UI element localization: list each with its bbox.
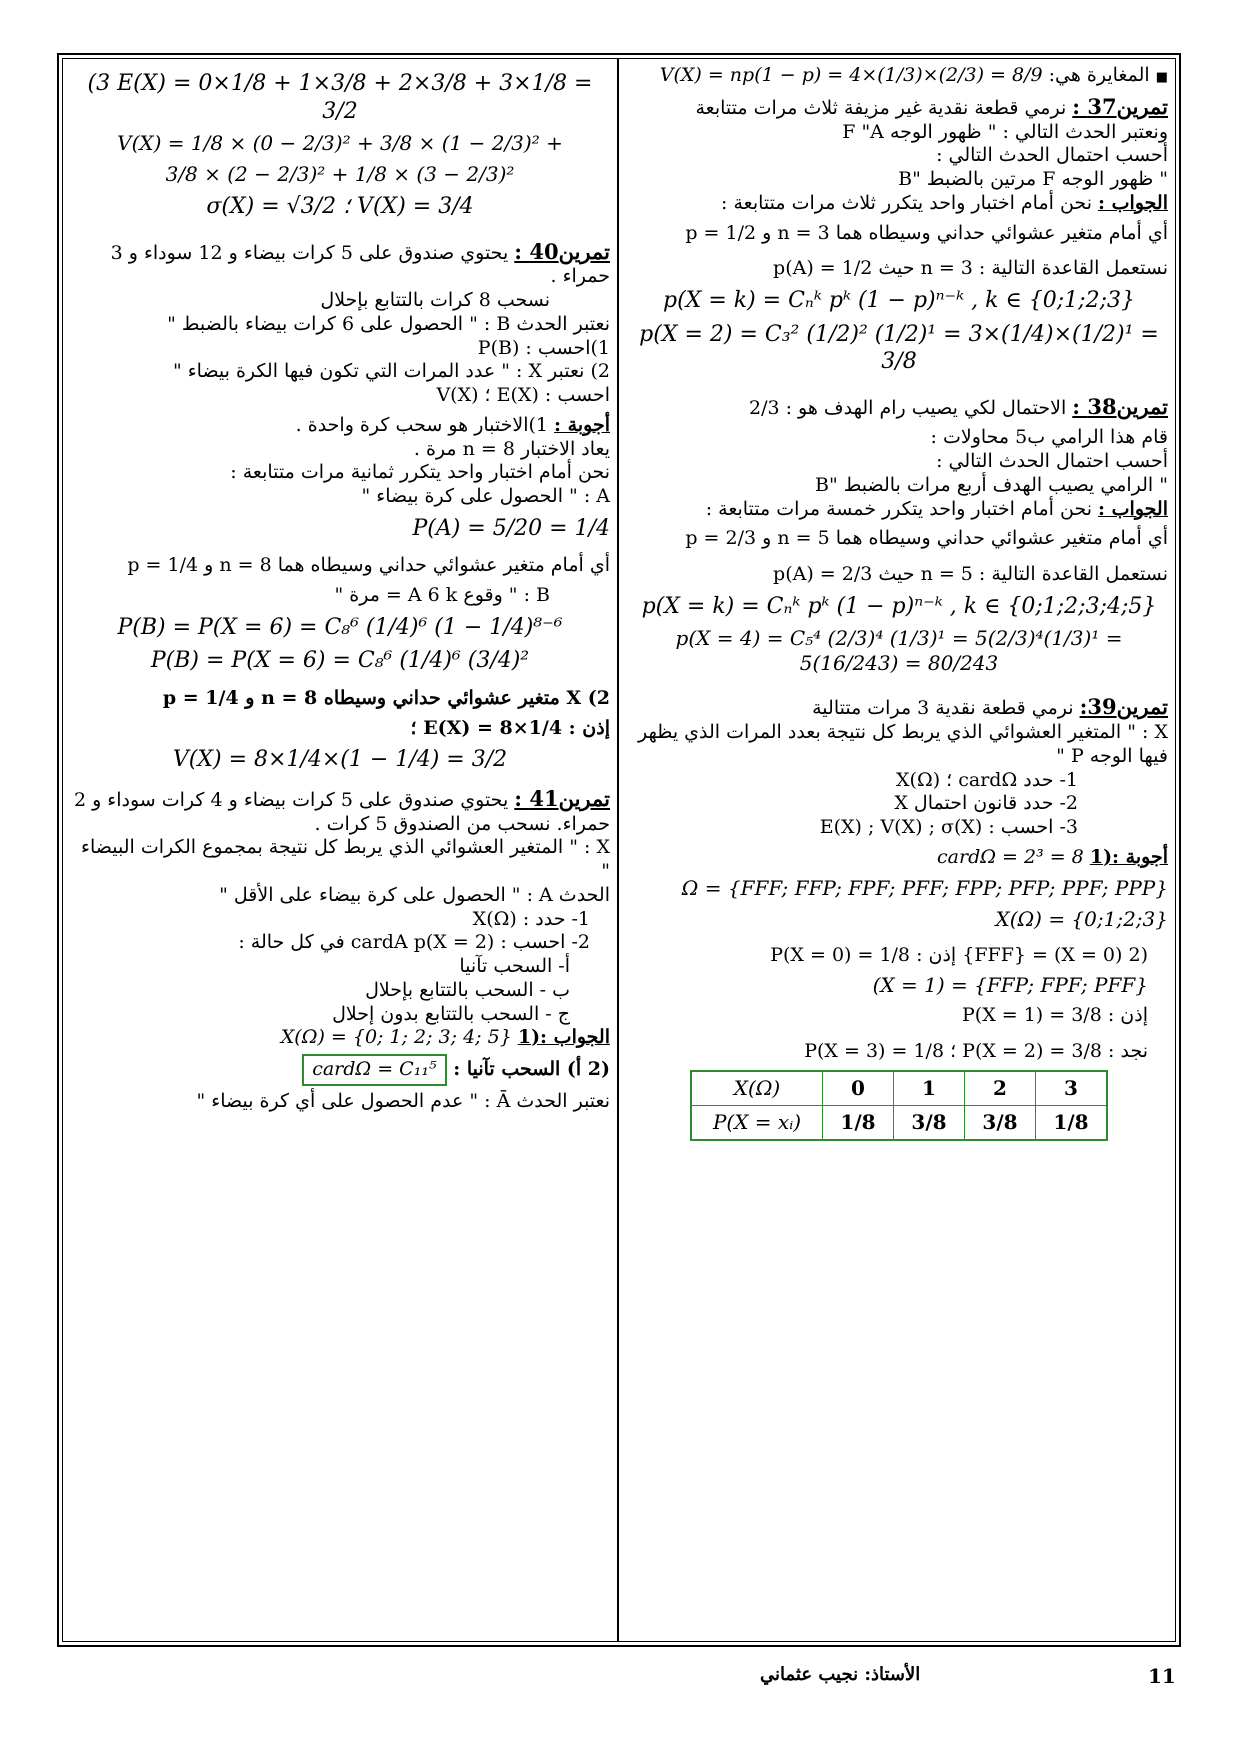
ex40-answer (70, 414, 610, 438)
ex37-title: تمرين37 : (1072, 93, 1168, 119)
ex39-mean: (3 E(X) = 0×1/8 + 1×3/8 + 2×3/8 + 3×1/8 = 3/2 (87, 71, 593, 124)
ex37-statement (630, 94, 1168, 121)
table-cell: 3/8 (894, 1105, 965, 1140)
ex41-answer (70, 1026, 610, 1050)
ex38-answer-1: نحن أمام اختبار واحد يتكرر خمسة مرات متتابعة : (705, 497, 1092, 520)
column-divider (617, 58, 619, 1642)
ex38-line-2: قام هذا الرامي ب5 محاولات : (930, 426, 1168, 449)
ex39-q3: 3- احسب : E(X) ; V(X) ; σ(X) (819, 816, 1078, 838)
ex37-line-2: ونعتبر الحدث التالي : " ظهور الوجه F "A (842, 120, 1168, 143)
ex40-answer-6: B : " وقوع A 6 k = مرة " (334, 584, 550, 606)
ex40-answer-3: نحن أمام اختبار واحد يتكرر ثمانية مرات متتابعة : (230, 461, 610, 484)
left-column (70, 64, 610, 1114)
ex37-answer-title: الجواب : (1098, 191, 1168, 214)
ex38-answer-title: الجواب : (1098, 497, 1168, 520)
ex40-q2b: احسب : E(X) ؛ V(X) (436, 384, 610, 406)
ex41-card-boxed: cardΩ = C₁₁⁵ (302, 1054, 446, 1086)
ex39-answer-title: أجوبة :(1 (1089, 845, 1168, 868)
ex40-answer-5: أي أمام متغير عشوائي حداني وسيطاه هما n = 8 و p = 1/4 (127, 554, 610, 577)
ex41-line-3: X : " المتغير العشوائي الذي يربط كل نتيجة بمجموع الكرات البيضاء " (81, 836, 610, 882)
ex41-line-1: يحتوي صندوق على 5 كرات بيضاء و 4 كرات سوداء و 2 (73, 788, 509, 811)
ex40-var: V(X) = 8×1/4×(1 − 1/4) = 3/2 (172, 747, 508, 773)
ex40-answer-title: أجوبة : (554, 413, 610, 436)
ex39-p1: إذن : P(X = 1) = 3/8 (962, 1004, 1148, 1027)
ex39-variance-2: 3/8 × (2 − 2/3)² + 1/8 × (3 − 2/3)² (165, 162, 515, 186)
right-column (630, 64, 1168, 1141)
ex38-title: تمرين38 : (1072, 393, 1168, 419)
ex39-distribution-table (690, 1070, 1108, 1141)
ex41-qa: أ- السحب تآنيا (459, 955, 570, 977)
ex37-answer (630, 192, 1168, 216)
ex41-answer-title: الجواب :(1 (517, 1026, 610, 1049)
ex38-line-3: أحسب احتمال الحدث التالي : (936, 450, 1168, 472)
ex37-answer-2: أي أمام متغير عشوائي حداني وسيطاه هما n = 3 و p = 1/2 (685, 221, 1168, 244)
ex37-answer-3: نستعمل القاعدة التالية : n = 3 حيث p(A) = 1/2 (773, 257, 1168, 280)
ex38-answer-2: أي أمام متغير عشوائي حداني وسيطاه هما n = 5 و p = 2/3 (685, 527, 1168, 550)
ex40-line-2: نسحب 8 كرات بالتتابع بإحلال (320, 289, 550, 311)
ex37-formula-1: p(X = k) = Cₙᵏ pᵏ (1 − p)ⁿ⁻ᵏ , k ∈ {0;1;2;3} (663, 288, 1135, 313)
ex37-formula-2: p(X = 2) = C₃² (1/2)² (1/2)¹ = 3×(1/4)×(1/2)¹ = 3/8 (639, 321, 1159, 374)
page-number: 11 (1148, 1664, 1176, 1688)
table-header-row (691, 1071, 1107, 1106)
ex38-answer-3: نستعمل القاعدة التالية : n = 5 حيث p(A) = 2/3 (773, 563, 1168, 585)
ex38-answer (630, 498, 1168, 522)
table-cell: P(X = xᵢ) (691, 1105, 823, 1140)
ex39-line-2: X : " المتغير العشوائي الذي يربط كل نتيجة بعدد المرات الذي يظهر فيها الوجه P " (638, 721, 1168, 767)
ex38-line-1: الاحتمال لكي يصيب رام الهدف هو : 2/3 (748, 396, 1067, 419)
ex40-line-1: يحتوي صندوق على 5 كرات بيضاء و 12 سوداء و 3 حمراء . (110, 241, 610, 288)
ex40-answer-7: X (2 متغير عشوائي حداني وسيطاه n = 8 و p = 1/4 (162, 686, 610, 709)
table-cell: 2 (965, 1071, 1036, 1106)
ex40-q2: 2) نعتبر X : " عدد المرات التي تكون فيها الكرة بيضاء " (172, 360, 610, 383)
ex40-title: تمرين40 : (514, 238, 610, 264)
author-name: الأستاذ: نجيب عثماني (760, 1664, 921, 1685)
ex40-pa: P(A) = 5/20 = 1/4 (412, 515, 610, 541)
ex37-line-4: " ظهور الوجه F مرتين بالضبط "B (898, 168, 1168, 190)
ex38-line-4: " الرامي يصيب الهدف أربع مرات بالضبط "B (814, 473, 1168, 496)
ex39-statement (630, 694, 1168, 721)
ex39-result: σ(X) = √3/2 ؛ V(X) = 3/4 (206, 194, 474, 219)
ex39-card: cardΩ = 2³ = 8 (937, 845, 1084, 868)
ex40-pb-2: P(B) = P(X = 6) = C₈⁶ (1/4)⁶ (3/4)² (150, 648, 530, 674)
table-cell: 1/8 (823, 1105, 894, 1140)
ex41-answer-2a (70, 1054, 610, 1086)
variance-line (630, 64, 1168, 88)
ex41-title: تمرين41 : (514, 785, 610, 811)
ex39-x-omega: X(Ω) = {0;1;2;3} (995, 906, 1168, 931)
ex39-answer (630, 846, 1168, 870)
ex41-q1: 1- حدد : X(Ω) (472, 907, 590, 930)
ex38-formula-1: p(X = k) = Cₙᵏ pᵏ (1 − p)ⁿ⁻ᵏ , k ∈ {0;1;2;3;4;5} (641, 593, 1157, 619)
table-cell: 1 (894, 1071, 965, 1106)
table-cell: 3/8 (965, 1105, 1036, 1140)
ex37-line-3: أحسب احتمال الحدث التالي : (936, 144, 1168, 167)
ex38-formula-2: p(X = 4) = C₅⁴ (2/3)⁴ (1/3)¹ = 5(2/3)⁴(1/3)¹ = 5(16/243) = 80/243 (675, 626, 1123, 676)
ex39-x1-set: (X = 1) = {FFP; FPF; PFF} (872, 973, 1148, 998)
variance-label: المغايرة هي: (1048, 64, 1150, 86)
ex40-answer-2: يعاد الاختبار n = 8 مرة . (413, 437, 610, 460)
ex39-p2p3: نجد : P(X = 2) = 3/8 ؛ P(X = 3) = 1/8 (804, 1040, 1148, 1062)
table-cell: X(Ω) (691, 1071, 823, 1106)
ex37-answer-1: نحن أمام اختبار واحد يتكرر ثلاث مرات متتابعة : (721, 191, 1092, 214)
ex41-q2: 2- احسب : cardA p(X = 2) في كل حالة : (238, 931, 590, 954)
table-cell: 1/8 (1036, 1105, 1108, 1140)
ex41-qc: ج - السحب بالتتابع بدون إحلال (332, 1002, 570, 1025)
ex41-line-2: حمراء. نسحب من الصندوق 5 كرات . (314, 812, 610, 835)
ex40-q1: 1)احسب : P(B) (477, 336, 610, 359)
ex38-statement (630, 394, 1168, 421)
table-row (691, 1105, 1107, 1140)
ex39-title: تمرين39: (1079, 694, 1168, 720)
ex41-statement (70, 786, 610, 813)
ex41-answer-2a-label: (2 أ) السحب تآنيا : (453, 1058, 610, 1080)
ex39-variance-1: V(X) = 1/8 × (0 − 2/3)² + 3/8 × (1 − 2/3)² + (117, 131, 563, 155)
ex40-mean: إذن : E(X) = 8×1/4 ؛ (410, 716, 610, 739)
table-cell: 3 (1036, 1071, 1108, 1106)
ex39-line-1: نرمي قطعة نقدية 3 مرات متتالية (812, 697, 1074, 720)
bullet-icon: ■ (1155, 70, 1168, 85)
ex40-line-3: نعتبر الحدث B : " الحصول على 6 كرات بيضاء بالضبط " (167, 312, 610, 335)
ex41-x-omega: X(Ω) = {0; 1; 2; 3; 4; 5} (280, 1026, 512, 1049)
ex39-q1: 1- حدد cardΩ ؛ X(Ω) (896, 768, 1078, 791)
ex39-omega: Ω = {FFF; FFP; FPF; PFF; FPP; PFP; PPF; PPP} (681, 875, 1168, 900)
ex41-qb: ب - السحب بالتتابع بإحلال (365, 978, 570, 1001)
ex41-line-4: الحدث A : " الحصول على كرة بيضاء على الأقل " (219, 883, 610, 906)
ex37-line-1: نرمي قطعة نقدية غير مزيفة ثلاث مرات متتابعة (695, 96, 1067, 119)
ex41-answer-last: نعتبر الحدث Ā : " عدم الحصول على أي كرة بيضاء " (196, 1089, 610, 1112)
ex40-statement (70, 239, 610, 290)
ex39-p0: (2 (X = 0) = {FFF} إذن : P(X = 0) = 1/8 (770, 943, 1148, 966)
ex40-answer-1: 1)الاختبار هو سحب كرة واحدة . (295, 413, 548, 436)
ex39-q2: 2- حدد قانون احتمال X (894, 792, 1078, 815)
ex40-answer-4: A : " الحصول على كرة بيضاء " (361, 485, 610, 507)
table-cell: 0 (823, 1071, 894, 1106)
ex40-pb-1: P(B) = P(X = 6) = C₈⁶ (1/4)⁶ (1 − 1/4)⁸⁻⁶ (117, 614, 563, 640)
variance-formula: V(X) = np(1 − p) = 4×(1/3)×(2/3) = 8/9 (659, 64, 1043, 86)
